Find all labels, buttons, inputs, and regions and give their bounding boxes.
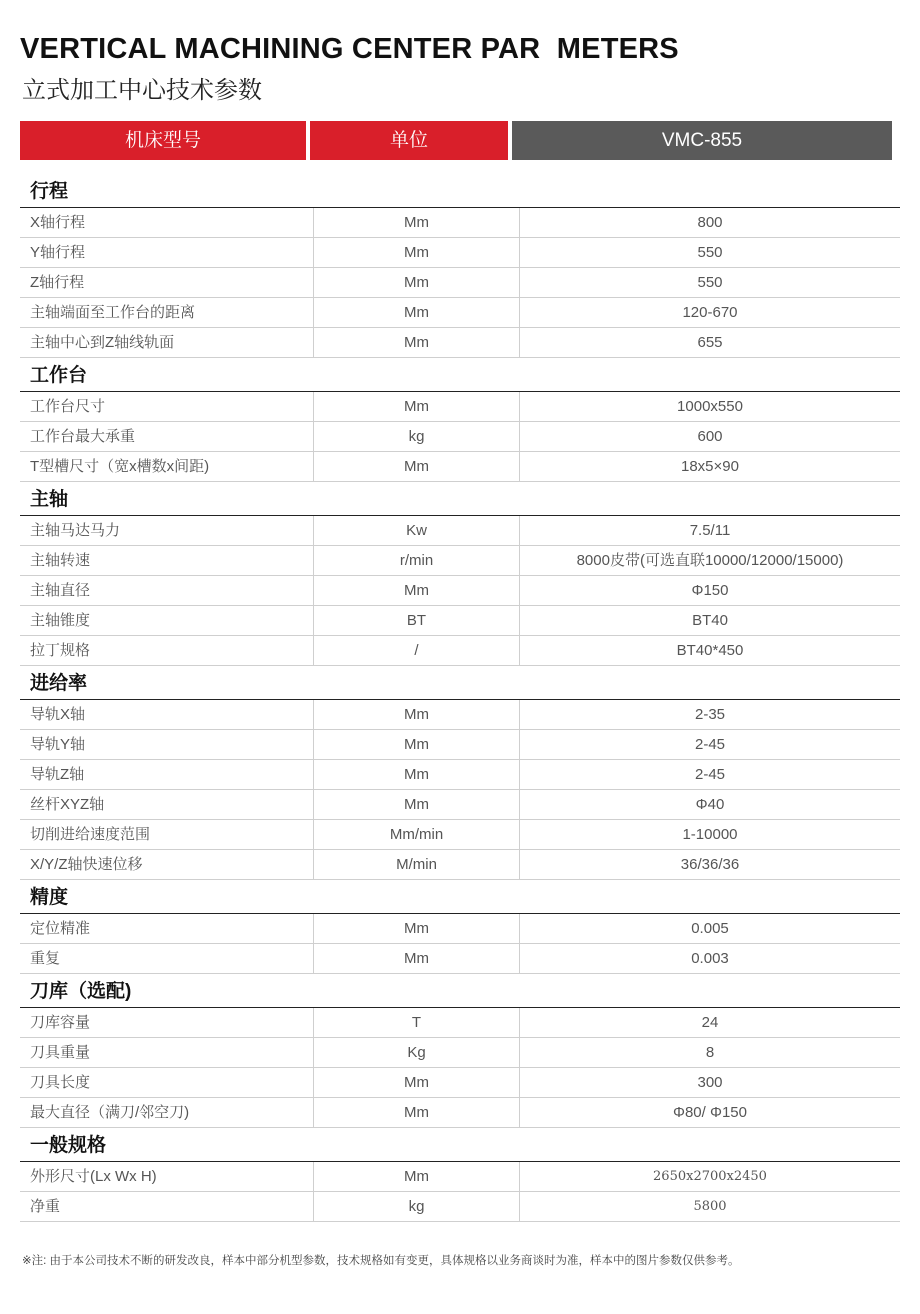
table-row (20, 850, 900, 880)
table-row (20, 1162, 900, 1192)
param-unit: Mm (314, 1068, 520, 1097)
param-unit: Mm (314, 1098, 520, 1127)
table-row (20, 452, 900, 482)
param-unit: BT (314, 606, 520, 635)
param-value: 24 (701, 1014, 719, 1031)
table-row (20, 546, 900, 576)
param-unit: r/min (314, 546, 520, 575)
param-name: X/Y/Z轴快速位移 (20, 850, 314, 879)
param-unit: Mm (314, 760, 520, 789)
param-value: 550 (697, 274, 723, 291)
table-row (20, 238, 900, 268)
param-value: 8000皮带(可选直联10000/12000/15000) (576, 552, 844, 569)
section-title: 工作台 (20, 358, 900, 392)
param-unit: Mm (314, 392, 520, 421)
param-unit: Mm (314, 328, 520, 357)
table-row (20, 790, 900, 820)
param-name: 最大直径（满刀/邻空刀) (20, 1098, 314, 1127)
param-unit: Mm (314, 1162, 520, 1191)
param-unit: Mm (314, 452, 520, 481)
param-name: 刀具长度 (20, 1068, 314, 1097)
table-row (20, 760, 900, 790)
header-unit: 单位 (310, 121, 508, 160)
param-name: 定位精准 (20, 914, 314, 943)
param-unit: Mm (314, 730, 520, 759)
section-title: 进给率 (20, 666, 900, 700)
param-name: Z轴行程 (20, 268, 314, 297)
table-row (20, 392, 900, 422)
param-name: 主轴中心到Z轴线轨面 (20, 328, 314, 357)
footnote: ※注: 由于本公司技术不断的研发改良，样本中部分机型参数，技术规格如有变更，具体规格以业务商谈时为准，样本中的图片参数仅供参考。 (22, 1255, 740, 1267)
param-name: 导轨Y轴 (20, 730, 314, 759)
param-value: 36/36/36 (680, 856, 740, 873)
param-unit: kg (314, 422, 520, 451)
section-title: 精度 (20, 880, 900, 914)
table-row (20, 636, 900, 666)
param-name: 主轴锥度 (20, 606, 314, 635)
param-name: 切削进给速度范围 (20, 820, 314, 849)
param-unit: / (314, 636, 520, 665)
param-unit: Mm (314, 700, 520, 729)
table-row (20, 1068, 900, 1098)
param-value: 2-45 (694, 736, 726, 753)
table-row (20, 298, 900, 328)
table-row (20, 820, 900, 850)
param-unit: Mm (314, 208, 520, 237)
section-title: 刀库（选配) (20, 974, 900, 1008)
section-title: 主轴 (20, 482, 900, 516)
param-name: 主轴端面至工作台的距离 (20, 298, 314, 327)
table-row (20, 730, 900, 760)
param-value: 8 (705, 1044, 715, 1061)
param-value: Φ80/ Φ150 (673, 1104, 747, 1121)
param-value: BT40*450 (676, 642, 744, 659)
param-name: 导轨Z轴 (20, 760, 314, 789)
param-value: 120-670 (682, 304, 738, 321)
param-unit: Mm (314, 576, 520, 605)
param-unit: Mm (314, 914, 520, 943)
table-row (20, 576, 900, 606)
param-unit: Mm/min (314, 820, 520, 849)
param-unit: Mm (314, 298, 520, 327)
param-name: X轴行程 (20, 208, 314, 237)
param-value: Φ40 (695, 796, 725, 813)
table-row (20, 328, 900, 358)
table-row (20, 1192, 900, 1222)
param-unit: T (314, 1008, 520, 1037)
param-value: Φ150 (691, 582, 729, 599)
param-value: 800 (697, 214, 723, 231)
param-unit: Mm (314, 790, 520, 819)
param-name: 丝杆XYZ轴 (20, 790, 314, 819)
spec-table (20, 174, 900, 1222)
param-name: 主轴转速 (20, 546, 314, 575)
table-row (20, 268, 900, 298)
section-title: 一般规格 (20, 1128, 900, 1162)
header-model-value: VMC-855 (512, 121, 892, 160)
param-name: 主轴马达马力 (20, 516, 314, 545)
param-value: 18x5×90 (681, 458, 739, 475)
table-row (20, 606, 900, 636)
param-name: 净重 (20, 1192, 314, 1221)
param-value: 655 (697, 334, 723, 351)
param-value: 0.005 (691, 920, 729, 937)
param-value: 5800 (693, 1199, 727, 1214)
table-row (20, 700, 900, 730)
param-value: 550 (697, 244, 723, 261)
param-unit: Kg (314, 1038, 520, 1067)
param-value: 600 (697, 428, 723, 445)
param-unit: Mm (314, 268, 520, 297)
param-value: 2650x2700x2450 (653, 1169, 767, 1184)
param-unit: Mm (314, 238, 520, 267)
param-name: 刀库容量 (20, 1008, 314, 1037)
table-row (20, 1098, 900, 1128)
param-unit: kg (314, 1192, 520, 1221)
param-name: 主轴直径 (20, 576, 314, 605)
table-row (20, 422, 900, 452)
table-row (20, 208, 900, 238)
param-value: 2-35 (694, 706, 726, 723)
table-row (20, 914, 900, 944)
param-value: 2-45 (694, 766, 726, 783)
param-name: 导轨X轴 (20, 700, 314, 729)
param-name: 刀具重量 (20, 1038, 314, 1067)
param-name: T型槽尺寸（宽x槽数x间距) (20, 452, 314, 481)
table-row (20, 944, 900, 974)
param-unit: M/min (314, 850, 520, 879)
param-name: 重复 (20, 944, 314, 973)
param-name: 工作台尺寸 (20, 392, 314, 421)
param-value: 1-10000 (682, 826, 738, 843)
param-name: Y轴行程 (20, 238, 314, 267)
page-title-english: VERTICAL MACHINING CENTER PAR METERS (20, 33, 679, 65)
param-name: 外形尺寸(Lx Wx H) (20, 1162, 314, 1191)
param-value: 1000x550 (677, 398, 743, 415)
param-name: 拉丁规格 (20, 636, 314, 665)
param-value: BT40 (692, 612, 728, 629)
param-value: 300 (697, 1074, 723, 1091)
header-model: 机床型号 (20, 121, 306, 160)
table-header (20, 121, 900, 160)
table-row (20, 516, 900, 546)
section-title: 行程 (20, 174, 900, 208)
page-title-chinese: 立式加工中心技术参数 (22, 77, 262, 104)
param-value: 7.5/11 (689, 522, 731, 539)
param-unit: Mm (314, 944, 520, 973)
param-name: 工作台最大承重 (20, 422, 314, 451)
table-row (20, 1038, 900, 1068)
table-row (20, 1008, 900, 1038)
param-value: 0.003 (691, 950, 729, 967)
param-unit: Kw (314, 516, 520, 545)
